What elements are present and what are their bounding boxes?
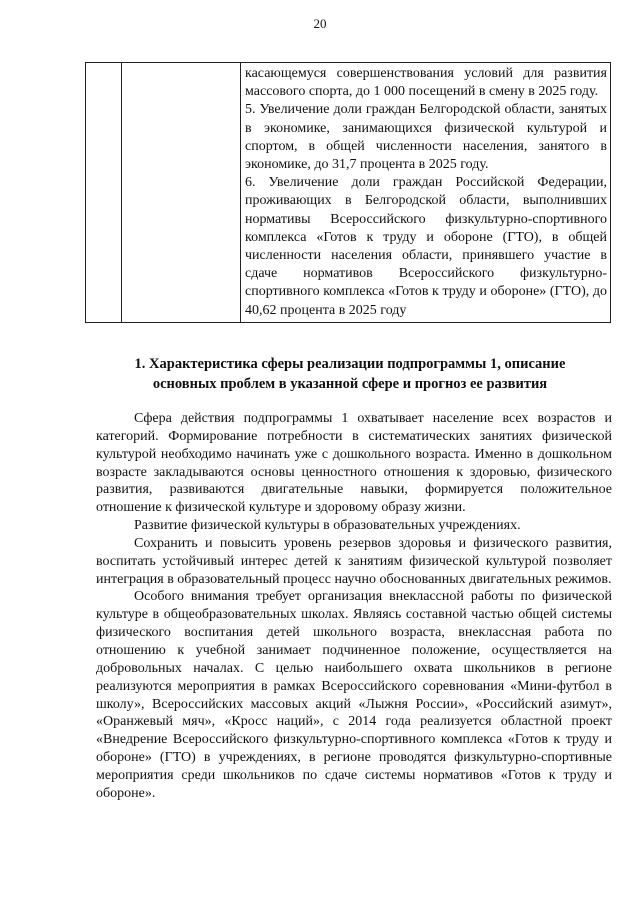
paragraph: Особого внимания требует организация внеклассной работы по физической культуре в общеобразовательных школах. Являясь составной частью общей системы физического воспитания детей школьного возраста, внеклассная работа по отношению к учебной занимает подчиненное положение, осуществляется на добровольных началах. С целью наибольшего охвата школьников в регионе реализуются мероприятия в рамках Всероссийского соревнования «Мини-футбол в школу», Всероссийских массовых акций «Лыжня России», «Российский азимут», «Оранжевый мяч», «Кросс наций», с 2014 года реализуется областной проект «Внедрение Всероссийского физкультурно-спортивного комплекса «Готов к труду и обороне» (ГТО) в учреждениях, в регионе проводятся физкультурно-спортивные мероприятия среди школьников по сдаче системы нормативов «Готов к труду и обороне».: [96, 589, 612, 801]
table-cell-number: [86, 63, 122, 323]
paragraph: Сохранить и повысить уровень резервов здоровья и физического развития, воспитать устойчивый интерес детей к занятиям физической культурой позволяет интеграция в образовательный процесс научно обоснованных двигательных режимов.: [96, 535, 612, 587]
paragraph: Сфера действия подпрограммы 1 охватывает население всех возрастов и категорий. Формирование потребности в систематических занятиях физической культурой необходимо начинать уже с дошкольного возраста. Именно в дошкольном возрасте закладываются основы ценностного отношения к здоровью, физического развития, развиваются двигательные навыки, формируется положительное отношение к физической культуре и здоровому образу жизни.: [96, 411, 612, 516]
section-title-line: основных проблем в указанной сфере и прогноз ее развития: [152, 375, 548, 392]
indicator-text: касающемуся совершенствования условий для развития массового спорта, до 1 000 посещений в смену в 2025 году.: [245, 66, 607, 100]
paragraph: Развитие физической культуры в образовательных учреждениях.: [134, 518, 521, 534]
section-title: [100, 355, 600, 394]
page-number: 20: [313, 16, 327, 31]
table-cell-name: [122, 63, 241, 323]
goals-table: [85, 62, 611, 323]
section-title-line: 1. Характеристика сферы реализации подпрограммы 1, описание: [134, 356, 566, 372]
table-cell-indicators: [241, 63, 611, 323]
indicator-item: 5. Увеличение доли граждан Белгородской области, занятых в экономике, занимающихся физической культурой и спортом, в общей численности населения, занятого в экономике, до 31,7 процента в 2025 году.: [245, 102, 607, 173]
table-row: [86, 63, 611, 323]
indicator-item: 6. Увеличение доли граждан Российской Федерации, проживающих в Белгородской области, выполнивших нормативы Всероссийского физкультурно-спортивного комплекса «Готов к труду и обороне (ГТО), в общей численности населения области, принявшего участие в сдаче нормативов Всероссийского физкультурно-спортивного комплекса «Готов к труду и обороне» (ГТО), до 40,62 процента в 2025 году: [245, 175, 607, 318]
section-body: [96, 410, 612, 803]
